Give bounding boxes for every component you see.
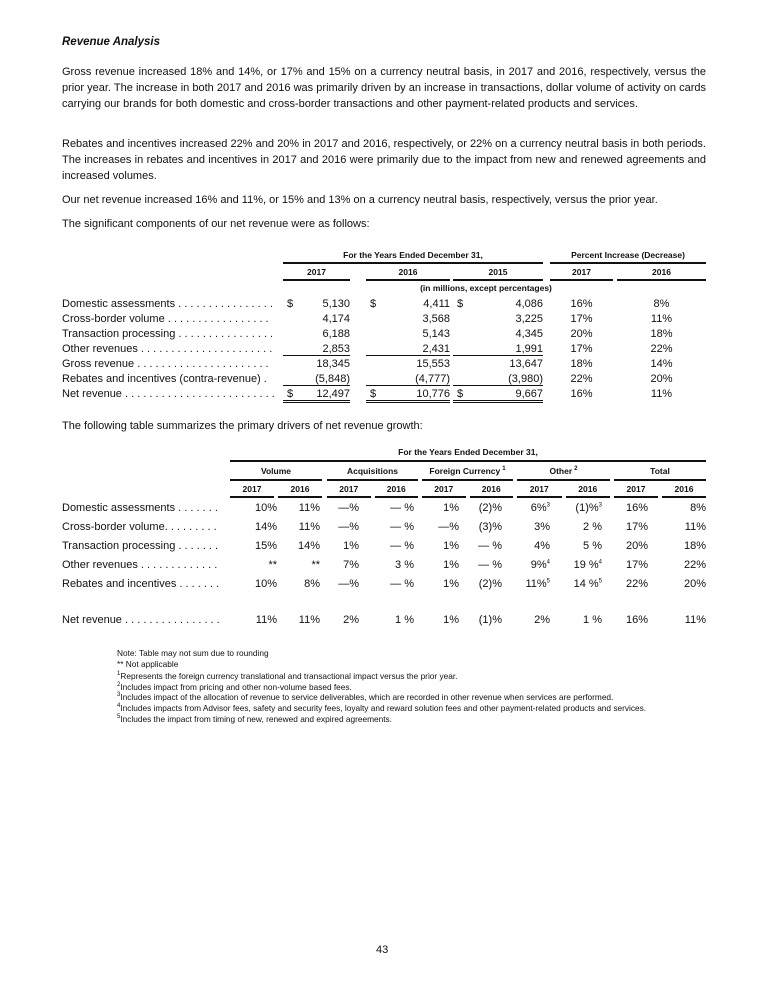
value-cell xyxy=(662,559,706,571)
value-cell xyxy=(415,578,459,590)
value-cell: (5,848) xyxy=(283,373,350,386)
value-cell: 12,497 xyxy=(283,388,350,403)
value: 19 % xyxy=(573,559,599,571)
value: (1)% xyxy=(478,614,502,626)
currency-symbol: $ xyxy=(457,298,464,310)
value-cell: (3,980) xyxy=(453,373,543,386)
header-group-acquisitions xyxy=(327,466,418,476)
value-cell xyxy=(604,540,648,552)
rule xyxy=(375,496,419,498)
footnote-text: Represents the foreign currency translational and transactional impact versus the prior year. xyxy=(120,670,458,681)
value-cell xyxy=(558,559,602,571)
rule xyxy=(550,262,706,264)
table-row xyxy=(62,388,712,403)
value-cell xyxy=(458,521,502,533)
header-percent-group: Percent Increase (Decrease) xyxy=(571,250,685,260)
value-cell xyxy=(370,559,414,571)
rule xyxy=(617,279,706,281)
value-cell xyxy=(604,521,648,533)
value-cell xyxy=(315,559,359,571)
header-year: 2017 xyxy=(339,484,359,494)
value-cell xyxy=(506,502,550,514)
row-label: Net revenue . . . . . . . . . . . . . . . . . . . . . . . . . xyxy=(62,388,275,400)
value-cell xyxy=(662,502,706,514)
rule xyxy=(366,279,450,281)
table-row xyxy=(62,358,712,373)
value-cell: 5,143 xyxy=(422,328,450,340)
rule xyxy=(470,496,514,498)
value: 8% xyxy=(304,578,320,590)
table-row xyxy=(62,559,712,574)
value-cell xyxy=(558,502,602,514)
value: 17% xyxy=(625,559,648,571)
value: 2% xyxy=(534,614,550,626)
value: 22% xyxy=(625,578,648,590)
footnote-ref: 2 xyxy=(574,466,578,473)
percent-2017: 20% xyxy=(570,328,593,340)
header-group-foreign-currency xyxy=(422,466,513,476)
footnote-text: Includes impact from pricing and other non-volume based fees. xyxy=(120,681,352,692)
footnote-ref: 5 xyxy=(598,578,602,585)
value: 1% xyxy=(443,578,459,590)
header-year: 2016 xyxy=(652,267,671,277)
value: ** xyxy=(311,559,320,571)
header-year: 2017 xyxy=(307,267,326,277)
group-label: Other xyxy=(549,466,573,476)
header-year: 2017 xyxy=(242,484,262,494)
value-cell xyxy=(370,578,414,590)
value-cell xyxy=(233,559,277,571)
value-cell xyxy=(415,521,459,533)
footnote-number: 1 xyxy=(117,671,121,678)
value: ** xyxy=(268,559,277,571)
value-cell xyxy=(415,540,459,552)
value-cell xyxy=(558,614,602,626)
value-cell: 13,647 xyxy=(509,358,543,370)
table-row xyxy=(62,521,712,536)
value-cell: 10,776 xyxy=(366,388,450,403)
value: 11% xyxy=(684,614,706,626)
value-cell xyxy=(458,559,502,571)
value: 1% xyxy=(443,540,459,552)
value: 16% xyxy=(625,502,648,514)
header-group-volume xyxy=(230,466,322,476)
header-year: 2015 xyxy=(488,267,508,277)
value-cell: 4,086 xyxy=(515,298,543,310)
paragraph-rebates: Rebates and incentives increased 22% and 20% in 2017 and 2016, respectively, or 22% on a currency neutral basis in both periods. The increases in rebates and incentives in 2017 and 2016 were primarily due to the impact from new and renewed agreements and increased volumes. xyxy=(62,138,706,183)
rule xyxy=(283,279,350,281)
rule xyxy=(614,479,706,481)
table2-intro: The following table summarizes the primary drivers of net revenue growth: xyxy=(62,420,423,432)
percent-2017: 17% xyxy=(570,313,593,325)
table-row xyxy=(62,328,712,343)
currency-symbol: $ xyxy=(370,388,377,400)
value-cell xyxy=(315,540,359,552)
value-cell xyxy=(276,521,320,533)
value-cell xyxy=(233,578,277,590)
percent-2017: 16% xyxy=(570,298,593,310)
value-cell xyxy=(558,540,602,552)
value-cell xyxy=(233,521,277,533)
value-cell xyxy=(315,521,359,533)
header-year: 2017 xyxy=(434,484,454,494)
value: 16% xyxy=(625,614,648,626)
header-years-group: For the Years Ended December 31, xyxy=(343,250,483,260)
value-cell xyxy=(662,614,706,626)
section-title: Revenue Analysis xyxy=(62,36,161,48)
footnote-ref: 4 xyxy=(598,559,602,566)
rule xyxy=(517,496,562,498)
value: — % xyxy=(390,578,414,590)
value-cell: 4,174 xyxy=(322,313,350,325)
row-label: Rebates and incentives . . . . . . . xyxy=(62,578,220,590)
rule xyxy=(662,496,706,498)
value: 1 % xyxy=(395,614,414,626)
rule xyxy=(230,479,322,481)
rule xyxy=(230,496,274,498)
percent-2017: 16% xyxy=(570,388,593,400)
value-cell xyxy=(276,614,320,626)
value: 9% xyxy=(530,559,547,571)
value: 1% xyxy=(443,559,459,571)
group-label: Volume xyxy=(260,466,292,476)
value: 11% xyxy=(298,521,320,533)
header-year: 2016 xyxy=(578,484,598,494)
value-cell xyxy=(506,578,550,590)
header-year: 2017 xyxy=(572,267,591,277)
header-year: 2017 xyxy=(529,484,549,494)
value-cell xyxy=(458,540,502,552)
group-label: Total xyxy=(650,466,670,476)
value-cell xyxy=(458,578,502,590)
value: 4% xyxy=(534,540,550,552)
footnote xyxy=(117,648,269,659)
rule xyxy=(614,496,658,498)
value-cell xyxy=(506,614,550,626)
percent-2016: 14% xyxy=(650,358,673,370)
rule xyxy=(453,279,543,281)
rule xyxy=(278,496,322,498)
value: 1% xyxy=(443,614,459,626)
value: 11% xyxy=(525,578,547,590)
percent-2017: 22% xyxy=(570,373,593,385)
value-cell xyxy=(604,559,648,571)
rule xyxy=(550,279,613,281)
value-cell xyxy=(558,578,602,590)
value: 14 % xyxy=(573,578,599,590)
value: 10% xyxy=(254,502,277,514)
value-cell xyxy=(370,521,414,533)
value: —% xyxy=(338,502,359,514)
percent-2016: 20% xyxy=(650,373,673,385)
value-cell xyxy=(662,578,706,590)
value-cell xyxy=(370,614,414,626)
value: — % xyxy=(390,502,414,514)
value: 1 % xyxy=(583,614,602,626)
percent-2016: 11% xyxy=(650,388,673,400)
value-cell xyxy=(604,614,648,626)
value-cell xyxy=(276,540,320,552)
value-cell: 18,345 xyxy=(316,358,350,370)
value-cell: 5,130 xyxy=(322,298,350,310)
value-cell: 1,991 xyxy=(453,343,543,356)
percent-2016: 11% xyxy=(650,313,673,325)
table-row xyxy=(62,298,712,313)
value: 14% xyxy=(254,521,277,533)
rule xyxy=(517,479,610,481)
value-cell xyxy=(558,521,602,533)
footnote-number: 4 xyxy=(117,703,121,709)
footnote-number: 3 xyxy=(117,692,121,699)
table-row xyxy=(62,614,712,629)
value-cell xyxy=(276,578,320,590)
value: 22% xyxy=(683,559,706,571)
footnote-number: 5 xyxy=(117,713,121,720)
footnote xyxy=(117,712,392,724)
value: 18% xyxy=(683,540,706,552)
value-cell: 9,667 xyxy=(453,388,543,403)
currency-symbol: $ xyxy=(287,388,294,400)
value-cell: 4,345 xyxy=(515,328,543,340)
value: — % xyxy=(478,559,502,571)
header-years-group: For the Years Ended December 31, xyxy=(398,447,538,457)
value-cell: 3,568 xyxy=(422,313,450,325)
rule xyxy=(566,496,611,498)
header-year: 2016 xyxy=(674,484,694,494)
value-cell xyxy=(506,521,550,533)
value-cell xyxy=(604,502,648,514)
row-label: Gross revenue . . . . . . . . . . . . . . . . . . . . . . xyxy=(62,358,269,370)
value: 10% xyxy=(254,578,277,590)
value-cell: 2,431 xyxy=(366,343,450,356)
table-row xyxy=(62,502,712,517)
value: 11% xyxy=(298,614,320,626)
value-cell xyxy=(276,502,320,514)
footnote-text: Includes the impact from timing of new, renewed and expired agreements. xyxy=(120,713,392,724)
row-label: Domestic assessments . . . . . . . xyxy=(62,502,218,514)
value-cell: 3,225 xyxy=(515,313,543,325)
table-row xyxy=(62,313,712,328)
value-cell: 4,411 xyxy=(423,298,450,310)
value: 20% xyxy=(683,578,706,590)
footnote-ref: 3 xyxy=(598,502,602,509)
row-label: Other revenues . . . . . . . . . . . . . . . . . . . . . . xyxy=(62,343,273,355)
value-cell xyxy=(276,559,320,571)
value: (1)% xyxy=(575,502,599,514)
value-cell: 15,553 xyxy=(416,358,450,370)
row-label: Other revenues . . . . . . . . . . . . . xyxy=(62,559,218,571)
value: 1% xyxy=(343,540,359,552)
value-cell xyxy=(233,614,277,626)
value: 1% xyxy=(443,502,459,514)
value-cell xyxy=(604,578,648,590)
value-cell xyxy=(506,540,550,552)
value: (2)% xyxy=(478,578,502,590)
value: 3 % xyxy=(395,559,414,571)
footnote-ref: 5 xyxy=(546,578,550,585)
paragraph-gross-revenue: Gross revenue increased 18% and 14%, or 17% and 15% on a currency neutral basis, in 2017 and 2016, respectively, versus the prior year. The increase in both 2017 and 2016 was primarily driven by an increase in transactions, dollar volume of activity on cards carrying our brands for both domestic and cross-border transactions and other payment-related products and services. xyxy=(62,66,706,111)
rule xyxy=(283,262,543,264)
value-cell xyxy=(415,502,459,514)
value: — % xyxy=(478,540,502,552)
value-cell xyxy=(370,540,414,552)
value-cell: (4,777) xyxy=(366,373,450,386)
footnote xyxy=(117,659,178,670)
row-label: Transaction processing . . . . . . . xyxy=(62,540,219,552)
table-row xyxy=(62,540,712,555)
footnote-text: Includes impacts from Advisor fees, safety and security fees, loyalty and reward solution fees and other payment-related products and services. xyxy=(120,702,647,713)
value: 7% xyxy=(343,559,359,571)
value: (3)% xyxy=(478,521,502,533)
header-year: 2017 xyxy=(626,484,646,494)
value-cell xyxy=(662,521,706,533)
percent-2016: 8% xyxy=(653,298,670,310)
header-group-total xyxy=(614,466,706,476)
table-row xyxy=(62,343,712,358)
paragraph-net-revenue: Our net revenue increased 16% and 11%, or 15% and 13% on a currency neutral basis, respectively, versus the prior year. xyxy=(62,194,658,206)
value-cell xyxy=(415,559,459,571)
value: 2% xyxy=(343,614,359,626)
value-cell xyxy=(506,559,550,571)
group-label: Acquisitions xyxy=(346,466,398,476)
rule xyxy=(422,479,513,481)
value: 3% xyxy=(534,521,550,533)
footnote-ref: 3 xyxy=(546,502,550,509)
value-cell xyxy=(233,540,277,552)
rule xyxy=(327,496,371,498)
footnote-text: Note: Table may not sum due to rounding xyxy=(117,648,269,658)
value: — % xyxy=(390,521,414,533)
row-label: Transaction processing . . . . . . . . . . . . . . . . xyxy=(62,328,274,340)
currency-symbol: $ xyxy=(370,298,377,310)
value-cell xyxy=(233,502,277,514)
value: 2 % xyxy=(583,521,602,533)
footnote-ref: 4 xyxy=(546,559,550,566)
value: — % xyxy=(390,540,414,552)
paragraph-components-intro: The significant components of our net revenue were as follows: xyxy=(62,218,370,230)
value: 11% xyxy=(684,521,706,533)
percent-2017: 18% xyxy=(570,358,593,370)
footnote-text: ** Not applicable xyxy=(117,658,179,669)
rule xyxy=(230,460,706,462)
footnote-text: Includes impact of the allocation of revenue to service deliverables, which are recorded in other revenue when services are performed. xyxy=(120,692,614,703)
row-label: Cross-border volume . . . . . . . . . . . . . . . . . xyxy=(62,313,269,325)
value: 8% xyxy=(690,502,706,514)
value: 20% xyxy=(625,540,648,552)
value: (2)% xyxy=(478,502,502,514)
value: 6% xyxy=(530,502,547,514)
percent-2017: 17% xyxy=(570,343,593,355)
currency-symbol: $ xyxy=(457,388,464,400)
value-cell xyxy=(662,540,706,552)
value: —% xyxy=(338,521,359,533)
value: 5 % xyxy=(583,540,602,552)
footnote-ref: 1 xyxy=(502,466,506,473)
row-label: Net revenue . . . . . . . . . . . . . . . . xyxy=(62,614,220,626)
page-number: 43 xyxy=(376,944,389,956)
header-year: 2016 xyxy=(481,484,501,494)
footnote-number: 2 xyxy=(117,681,121,688)
value-cell xyxy=(458,614,502,626)
value: 17% xyxy=(625,521,648,533)
header-year: 2016 xyxy=(398,267,418,277)
row-label: Rebates and incentives (contra-revenue) . xyxy=(62,373,267,385)
value-cell xyxy=(370,502,414,514)
value-cell: 2,853 xyxy=(283,343,350,356)
value: 11% xyxy=(298,502,320,514)
table-row xyxy=(62,578,712,593)
currency-symbol: $ xyxy=(287,298,294,310)
percent-2016: 18% xyxy=(650,328,673,340)
group-label: Foreign Currency xyxy=(429,466,501,476)
rule xyxy=(327,479,418,481)
value-cell xyxy=(415,614,459,626)
percent-2016: 22% xyxy=(650,343,673,355)
value-cell xyxy=(315,614,359,626)
value-cell xyxy=(315,578,359,590)
value: —% xyxy=(438,521,459,533)
table-row xyxy=(62,373,712,388)
header-year: 2016 xyxy=(290,484,310,494)
header-year: 2016 xyxy=(386,484,406,494)
row-label: Cross-border volume. . . . . . . . . xyxy=(62,521,217,533)
value: —% xyxy=(338,578,359,590)
header-group-other xyxy=(517,466,610,476)
units-note: (in millions, except percentages) xyxy=(420,283,552,293)
rule xyxy=(422,496,466,498)
value-cell xyxy=(458,502,502,514)
value: 11% xyxy=(255,614,277,626)
value: 14% xyxy=(297,540,320,552)
value-cell xyxy=(315,502,359,514)
value: 15% xyxy=(254,540,277,552)
value-cell: 6,188 xyxy=(322,328,350,340)
row-label: Domestic assessments . . . . . . . . . . . . . . . . xyxy=(62,298,273,310)
